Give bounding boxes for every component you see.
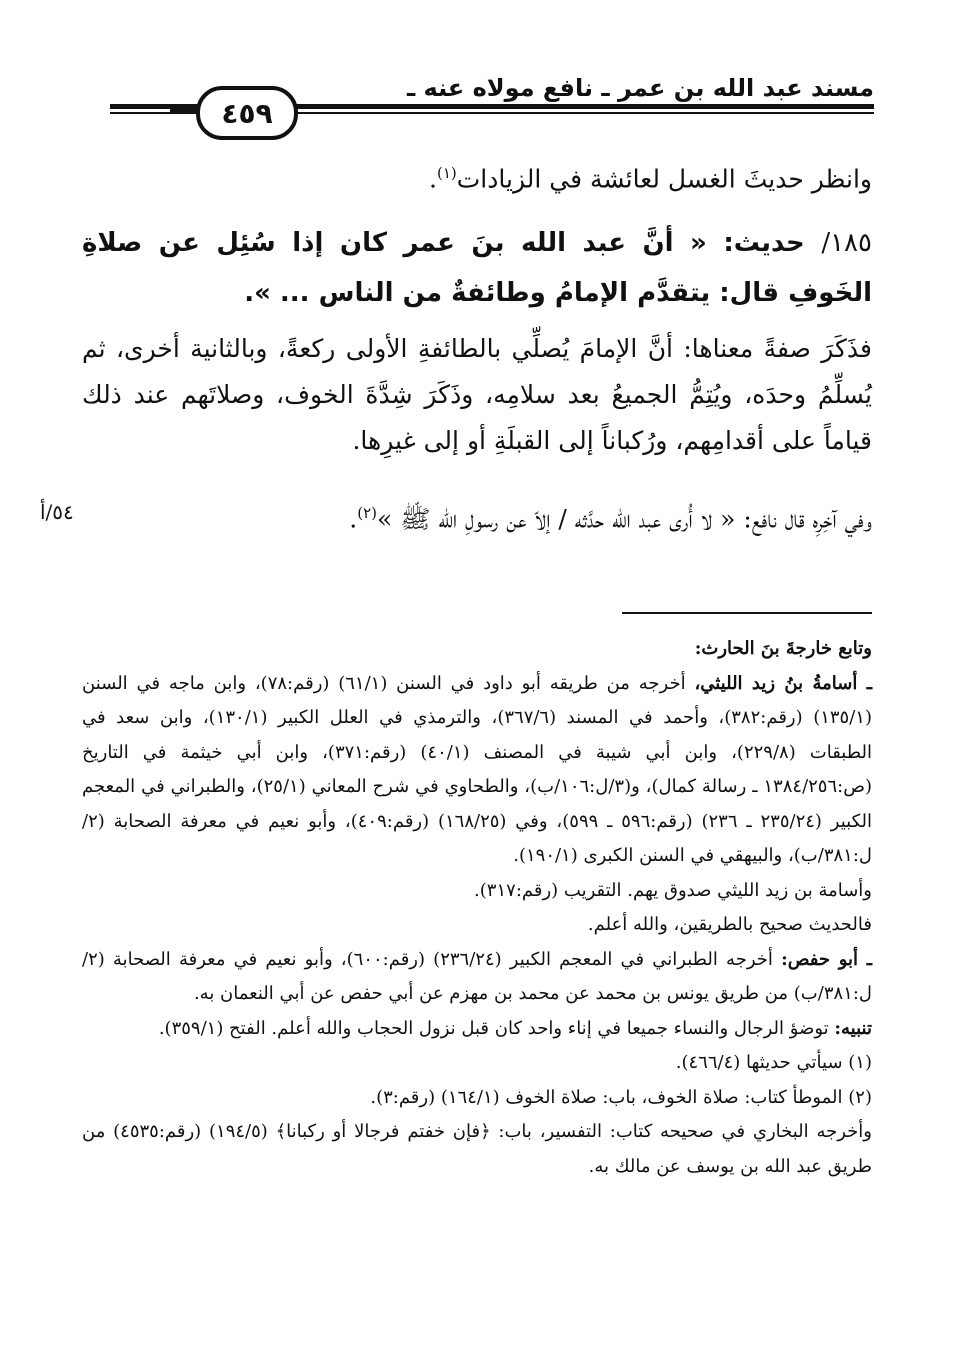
- footnotes: [82, 632, 872, 1184]
- footnote-item-usama: [82, 667, 872, 874]
- footnote-separator: [622, 612, 872, 614]
- tanbih-label: تنبيه:: [834, 1017, 872, 1039]
- narrator-text: أخرجه من طريقه أبو داود في السنن (٦١/١) (رقم:٧٨)، وابن ماجه في السنن (١٣٥/١) (رقم:٣٨٢)، وأحمد في المسند (٣٦٧/٦)، والترمذي في العلل الكبير (١٣٠/١)، وابن سعد في الطبقات (٢٢٩/٨)، وابن أبي شيبة في المصنف (٤٠/١) (رقم:٣٧١)، وابن أبي خيثمة في التاريخ (ص:١٣٨٤/٢٥٦ ـ رسالة كمال)، و(٣/ل:١٠٦/ب)، والطحاوي في شرح المعاني (٢٥/١)، والطبراني في المعجم الكبير (٢٣٥/٢٤ ـ ٢٣٦) (رقم:٥٩٦ ـ ٥٩٩)، وفي (١٦٨/٢٥) (رقم:٤٠٩)، وأبو نعيم في معرفة الصحابة (٢/ل:٣٨١/ب)، والبيهقي في السنن الكبرى (١٩٠/١).: [82, 672, 872, 866]
- paragraph-text: وفي آخِرِه قال نافع: « لا أُرى عبد الله حدَّثه / إلاّ عن رسولِ الله ﷺ »: [377, 504, 872, 534]
- footnote-item-abu-hafs: [82, 943, 872, 1012]
- paragraph-see-also: [82, 150, 872, 202]
- footnote-2-continuation: وأخرجه البخاري في صحيحه كتاب: التفسير، باب: ﴿فإن خفتم فرجالا أو ركبانا﴾ (١٩٤/٥) (رقم:٤٥٣٥) من طريق عبد الله بن يوسف عن مالك به.: [82, 1121, 872, 1177]
- paragraph-nafi: [82, 490, 872, 542]
- footnote-tanbih: [82, 1012, 872, 1047]
- footnote-note-sahih: فالحديث صحيح بالطريقين، والله أعلم.: [587, 914, 872, 935]
- paragraph-text: وانظر حديثَ الغسل لعائشة في الزيادات: [456, 164, 872, 194]
- tanbih-text: توضؤ الرجال والنساء جميعا في إناء واحد كان قبل نزول الحجاب والله أعلم. الفتح (٣٥٩/١).: [158, 1017, 829, 1039]
- paragraph-description: فذَكَرَ صفةً معناها: أنَّ الإمامَ يُصلِّي بالطائفةِ الأولى ركعةً، وبالثانية أخرى، ثم يُسلِّمُ وحدَه، ويُتِمُّ الجميعُ بعد سلامِه، وذَكَرَ شِدَّةَ الخوف، وصلاتَهم عند ذلك قياماً على أقدامِهم، ورُكباناً إلى القبلَةِ أو إلى غيرِها.: [82, 334, 872, 455]
- hadith-heading: [82, 218, 872, 318]
- page-number-badge: [196, 86, 298, 140]
- hadith-text: « أنَّ عبد الله بنَ عمر كان إذا سُئِل عن صلاةِ الخَوفِ قال: يتقدَّم الإمامُ وطائفةٌ من الناس ... ».: [82, 228, 872, 308]
- narrator-name: ـ أسامةُ بنُ زيد الليثي،: [694, 672, 873, 694]
- footnote-ref-1: (١): [436, 164, 457, 182]
- hadith-number: ١٨٥/: [821, 228, 872, 258]
- page-number: ٤٥٩: [221, 96, 273, 130]
- narrator-text: أخرجه الطبراني في المعجم الكبير (٢٣٦/٢٤) (رقم:٦٠٠)، وأبو نعيم في معرفة الصحابة (٢/ل:٣٨١/ب) من طريق يونس بن محمد عن محمد بن مهزم عن أبي حفص عن أبي النعمان به.: [82, 948, 872, 1004]
- footnote-continuation-head: وتابع خارجةَ بنَ الحارث:: [694, 638, 872, 659]
- hadith-keyword: حديث:: [723, 228, 805, 258]
- paragraph-end: .: [429, 164, 437, 194]
- footnote-note-usama: وأسامة بن زيد الليثي صدوق يهم. التقريب (رقم:٣١٧).: [474, 879, 872, 901]
- running-title: مسند عبد الله بن عمر ـ نافع مولاه عنه ـ: [406, 74, 874, 102]
- footnote-ref-2: (٢): [357, 504, 378, 522]
- paragraph-end: .: [349, 504, 358, 534]
- footnote-2: (٢) الموطأ كتاب: صلاة الخوف، باب: صلاة الخوف (١٦٤/١) (رقم:٣).: [370, 1086, 872, 1108]
- narrator-name: ـ أبو حفص:: [781, 948, 872, 970]
- footnote-1: (١) سيأتي حديثها (٤٦٦/٤).: [675, 1052, 872, 1073]
- manuscript-folio-note: ٥٤/أ: [40, 500, 74, 524]
